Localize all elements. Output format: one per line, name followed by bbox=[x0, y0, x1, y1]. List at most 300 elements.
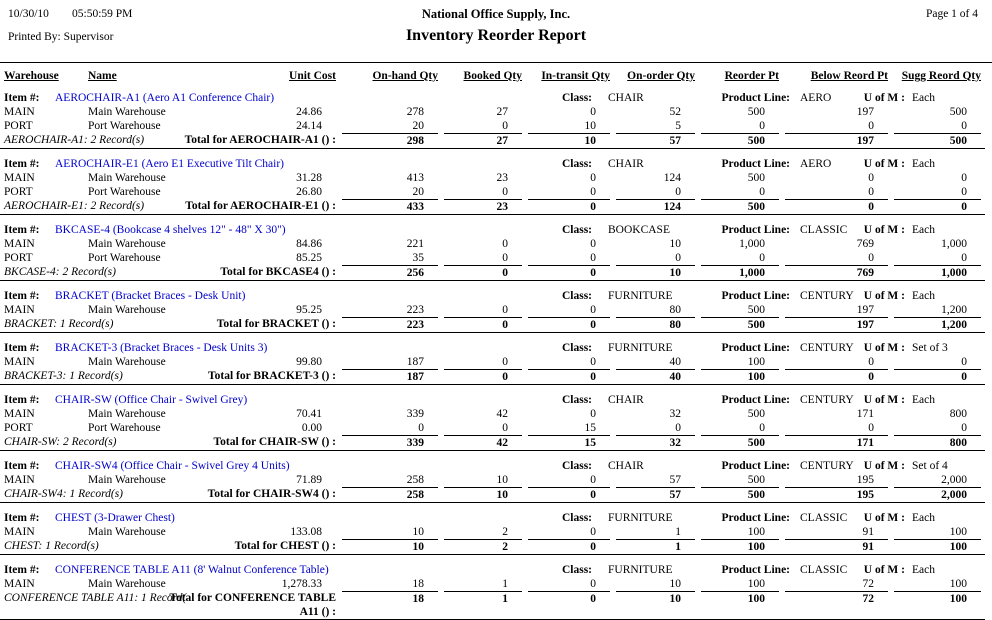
uom-label: U of M : bbox=[863, 92, 905, 104]
total-label: Total for BRACKET () : bbox=[216, 318, 336, 330]
total-sugg-reorder-qty: 500 bbox=[894, 133, 981, 148]
total-label: Total for CHAIR-SW4 () : bbox=[207, 488, 336, 500]
product-line-value: CLASSIC bbox=[800, 512, 848, 524]
on-hand-qty: 339 bbox=[406, 408, 424, 420]
total-in-transit-qty: 0 bbox=[528, 539, 610, 554]
total-booked-qty: 0 bbox=[444, 369, 522, 384]
warehouse-code: MAIN bbox=[4, 578, 35, 590]
warehouse-name: Main Warehouse bbox=[88, 106, 166, 118]
total-label: A11 () : bbox=[299, 606, 336, 618]
total-sugg-reorder-qty: 0 bbox=[894, 369, 981, 384]
booked-qty: 0 bbox=[502, 120, 508, 132]
uom-label: U of M : bbox=[863, 460, 905, 472]
on-hand-qty: 0 bbox=[418, 422, 424, 434]
warehouse-code: MAIN bbox=[4, 526, 35, 538]
warehouse-row bbox=[0, 421, 985, 435]
item-link[interactable]: BKCASE-4 (Bookcase 4 shelves 12" - 48" X 30") bbox=[55, 224, 286, 236]
total-on-hand-qty: 187 bbox=[342, 369, 438, 384]
class-value: CHAIR bbox=[608, 460, 644, 472]
below-reorder-pt: 0 bbox=[868, 422, 874, 434]
total-booked-qty: 2 bbox=[444, 539, 522, 554]
uom-label: U of M : bbox=[863, 394, 905, 406]
in-transit-qty: 0 bbox=[590, 474, 596, 486]
unit-cost: 133.08 bbox=[290, 526, 322, 538]
item-link[interactable]: BRACKET-3 (Bracket Braces - Desk Units 3) bbox=[55, 342, 268, 354]
sugg-reorder-qty: 500 bbox=[949, 106, 967, 118]
class-label: Class: bbox=[561, 342, 592, 354]
item-block bbox=[0, 282, 985, 333]
uom-label: U of M : bbox=[863, 342, 905, 354]
class-value: FURNITURE bbox=[608, 512, 673, 524]
total-row bbox=[0, 539, 985, 554]
uom-label: U of M : bbox=[863, 512, 905, 524]
total-label: Total for AEROCHAIR-A1 () : bbox=[184, 134, 336, 146]
total-label: Total for CHAIR-SW () : bbox=[213, 436, 336, 448]
report-title: Inventory Reorder Report bbox=[405, 27, 587, 44]
booked-qty: 27 bbox=[496, 106, 508, 118]
in-transit-qty: 15 bbox=[584, 422, 596, 434]
below-reorder-pt: 769 bbox=[856, 238, 874, 250]
total-below-reorder-pt: 171 bbox=[785, 435, 888, 450]
product-line-label: Product Line: bbox=[721, 394, 790, 406]
reorder-pt: 100 bbox=[747, 526, 765, 538]
total-below-reorder-pt: 91 bbox=[785, 539, 888, 554]
total-booked-qty: 0 bbox=[444, 265, 522, 280]
class-value: CHAIR bbox=[608, 394, 644, 406]
product-line-value: CLASSIC bbox=[800, 564, 848, 576]
reorder-pt: 500 bbox=[747, 172, 765, 184]
total-booked-qty: 10 bbox=[444, 487, 522, 502]
sugg-reorder-qty: 0 bbox=[961, 252, 967, 264]
warehouse-name: Main Warehouse bbox=[88, 172, 166, 184]
column-header-row bbox=[0, 69, 992, 84]
warehouse-row bbox=[0, 185, 985, 199]
record-count: BRACKET: 1 Record(s) bbox=[4, 318, 114, 330]
total-on-order-qty: 124 bbox=[616, 199, 695, 214]
on-hand-qty: 35 bbox=[412, 252, 424, 264]
reorder-pt: 0 bbox=[759, 186, 765, 198]
sugg-reorder-qty: 0 bbox=[961, 120, 967, 132]
report-body bbox=[0, 84, 992, 620]
class-label: Class: bbox=[561, 394, 592, 406]
total-sugg-reorder-qty: 2,000 bbox=[894, 487, 981, 502]
record-count: AEROCHAIR-E1: 2 Record(s) bbox=[4, 200, 145, 212]
in-transit-qty: 0 bbox=[590, 578, 596, 590]
total-below-reorder-pt: 72 bbox=[785, 591, 888, 619]
sugg-reorder-qty: 0 bbox=[961, 356, 967, 368]
below-reorder-pt: 195 bbox=[856, 474, 874, 486]
unit-cost: 0.00 bbox=[301, 422, 322, 434]
col-unit-cost: Unit Cost bbox=[289, 70, 336, 82]
below-reorder-pt: 0 bbox=[868, 120, 874, 132]
total-on-hand-qty: 258 bbox=[342, 487, 438, 502]
sugg-reorder-qty: 0 bbox=[961, 172, 967, 184]
warehouse-row bbox=[0, 525, 985, 539]
record-count: BRACKET-3: 1 Record(s) bbox=[4, 370, 123, 382]
product-line-label: Product Line: bbox=[721, 564, 790, 576]
page-number: Page 1 of 4 bbox=[925, 8, 978, 20]
col-booked-qty: Booked Qty bbox=[463, 70, 522, 82]
product-line-value: AERO bbox=[800, 158, 832, 170]
in-transit-qty: 0 bbox=[590, 526, 596, 538]
total-on-hand-qty: 256 bbox=[342, 265, 438, 280]
warehouse-name: Main Warehouse bbox=[88, 526, 166, 538]
total-reorder-pt: 100 bbox=[701, 591, 779, 619]
total-label-cell bbox=[4, 369, 336, 384]
total-label-cell bbox=[4, 591, 336, 619]
uom-label: U of M : bbox=[863, 224, 905, 236]
booked-qty: 2 bbox=[502, 526, 508, 538]
warehouse-code: MAIN bbox=[4, 408, 35, 420]
item-number-label: Item #: bbox=[4, 158, 40, 170]
total-label-cell bbox=[4, 435, 336, 450]
total-label: Total for CONFERENCE TABLE bbox=[169, 592, 336, 604]
total-in-transit-qty: 0 bbox=[528, 317, 610, 332]
class-label: Class: bbox=[561, 158, 592, 170]
print-date: 10/30/10 bbox=[8, 8, 49, 20]
product-line-label: Product Line: bbox=[721, 92, 790, 104]
total-on-order-qty: 32 bbox=[616, 435, 695, 450]
item-header-row bbox=[0, 563, 985, 577]
item-block bbox=[0, 150, 985, 215]
warehouse-code: PORT bbox=[4, 422, 33, 434]
uom-value: Set of 3 bbox=[912, 342, 948, 354]
item-header-row bbox=[0, 393, 985, 407]
in-transit-qty: 0 bbox=[590, 356, 596, 368]
col-sugg-reorder-qty: Sugg Reord Qty bbox=[901, 70, 981, 82]
on-order-qty: 0 bbox=[675, 186, 681, 198]
unit-cost: 99.80 bbox=[296, 356, 322, 368]
product-line-value: CENTURY bbox=[800, 460, 854, 472]
total-in-transit-qty: 0 bbox=[528, 199, 610, 214]
total-sugg-reorder-qty: 0 bbox=[894, 199, 981, 214]
class-value: FURNITURE bbox=[608, 564, 673, 576]
item-block bbox=[0, 504, 985, 555]
booked-qty: 10 bbox=[496, 474, 508, 486]
warehouse-code: MAIN bbox=[4, 356, 35, 368]
total-booked-qty: 42 bbox=[444, 435, 522, 450]
on-order-qty: 1 bbox=[675, 526, 681, 538]
total-sugg-reorder-qty: 1,000 bbox=[894, 265, 981, 280]
reorder-pt: 100 bbox=[747, 356, 765, 368]
warehouse-code: MAIN bbox=[4, 474, 35, 486]
sugg-reorder-qty: 1,200 bbox=[941, 304, 967, 316]
reorder-pt: 1,000 bbox=[739, 238, 765, 250]
item-number-label: Item #: bbox=[4, 460, 40, 472]
total-sugg-reorder-qty: 100 bbox=[894, 591, 981, 619]
on-order-qty: 40 bbox=[669, 356, 681, 368]
report-header bbox=[0, 0, 992, 63]
unit-cost: 85.25 bbox=[296, 252, 322, 264]
item-number-label: Item #: bbox=[4, 512, 40, 524]
on-hand-qty: 413 bbox=[406, 172, 424, 184]
record-count: CHAIR-SW4: 1 Record(s) bbox=[4, 488, 124, 500]
product-line-value: CENTURY bbox=[800, 342, 854, 354]
total-row bbox=[0, 369, 985, 384]
booked-qty: 0 bbox=[502, 238, 508, 250]
booked-qty: 0 bbox=[502, 356, 508, 368]
total-on-order-qty: 10 bbox=[616, 265, 695, 280]
class-value: FURNITURE bbox=[608, 290, 673, 302]
warehouse-code: PORT bbox=[4, 186, 33, 198]
warehouse-code: MAIN bbox=[4, 172, 35, 184]
total-in-transit-qty: 0 bbox=[528, 265, 610, 280]
item-header-row bbox=[0, 157, 985, 171]
total-booked-qty: 23 bbox=[444, 199, 522, 214]
item-block bbox=[0, 216, 985, 281]
total-on-order-qty: 1 bbox=[616, 539, 695, 554]
below-reorder-pt: 0 bbox=[868, 172, 874, 184]
class-label: Class: bbox=[561, 224, 592, 236]
item-link[interactable]: BRACKET (Bracket Braces - Desk Unit) bbox=[55, 290, 246, 302]
reorder-pt: 500 bbox=[747, 474, 765, 486]
in-transit-qty: 0 bbox=[590, 408, 596, 420]
sugg-reorder-qty: 2,000 bbox=[941, 474, 967, 486]
class-value: CHAIR bbox=[608, 92, 644, 104]
total-reorder-pt: 100 bbox=[701, 539, 779, 554]
on-hand-qty: 278 bbox=[406, 106, 424, 118]
unit-cost: 24.14 bbox=[296, 120, 322, 132]
item-link[interactable]: CHEST (3-Drawer Chest) bbox=[55, 512, 175, 524]
product-line-value: CENTURY bbox=[800, 394, 854, 406]
warehouse-code: MAIN bbox=[4, 106, 35, 118]
total-row bbox=[0, 133, 985, 148]
total-reorder-pt: 100 bbox=[701, 369, 779, 384]
in-transit-qty: 0 bbox=[590, 172, 596, 184]
total-sugg-reorder-qty: 1,200 bbox=[894, 317, 981, 332]
col-name: Name bbox=[88, 70, 117, 82]
product-line-value: CLASSIC bbox=[800, 224, 848, 236]
item-block bbox=[0, 452, 985, 503]
product-line-label: Product Line: bbox=[721, 224, 790, 236]
below-reorder-pt: 171 bbox=[856, 408, 874, 420]
warehouse-row bbox=[0, 237, 985, 251]
total-below-reorder-pt: 769 bbox=[785, 265, 888, 280]
class-label: Class: bbox=[561, 460, 592, 472]
reorder-pt: 500 bbox=[747, 304, 765, 316]
below-reorder-pt: 0 bbox=[868, 186, 874, 198]
product-line-value: CENTURY bbox=[800, 290, 854, 302]
warehouse-code: MAIN bbox=[4, 304, 35, 316]
in-transit-qty: 0 bbox=[590, 186, 596, 198]
warehouse-row bbox=[0, 119, 985, 133]
total-on-order-qty: 80 bbox=[616, 317, 695, 332]
product-line-label: Product Line: bbox=[721, 158, 790, 170]
record-count: AEROCHAIR-A1: 2 Record(s) bbox=[4, 134, 145, 146]
booked-qty: 0 bbox=[502, 422, 508, 434]
record-count: CHEST: 1 Record(s) bbox=[4, 540, 99, 552]
total-row bbox=[0, 591, 985, 619]
warehouse-row bbox=[0, 577, 985, 591]
unit-cost: 24.86 bbox=[296, 106, 322, 118]
product-line-label: Product Line: bbox=[721, 342, 790, 354]
warehouse-row bbox=[0, 303, 985, 317]
total-in-transit-qty: 10 bbox=[528, 133, 610, 148]
item-link[interactable]: AEROCHAIR-E1 (Aero E1 Executive Tilt Chair) bbox=[55, 158, 285, 170]
warehouse-code: MAIN bbox=[4, 238, 35, 250]
total-label-cell bbox=[4, 539, 336, 554]
in-transit-qty: 10 bbox=[584, 120, 596, 132]
warehouse-code: PORT bbox=[4, 120, 33, 132]
total-on-hand-qty: 10 bbox=[342, 539, 438, 554]
warehouse-name: Main Warehouse bbox=[88, 408, 166, 420]
on-hand-qty: 20 bbox=[412, 186, 424, 198]
total-reorder-pt: 500 bbox=[701, 199, 779, 214]
sugg-reorder-qty: 800 bbox=[949, 408, 967, 420]
total-on-order-qty: 57 bbox=[616, 487, 695, 502]
class-value: FURNITURE bbox=[608, 342, 673, 354]
booked-qty: 0 bbox=[502, 186, 508, 198]
uom-value: Set of 4 bbox=[912, 460, 948, 472]
total-row bbox=[0, 199, 985, 214]
uom-value: Each bbox=[912, 394, 935, 406]
item-number-label: Item #: bbox=[4, 342, 40, 354]
item-link[interactable]: CHAIR-SW4 (Office Chair - Swivel Grey 4 Units) bbox=[55, 460, 290, 472]
uom-label: U of M : bbox=[863, 290, 905, 302]
total-label-cell bbox=[4, 133, 336, 148]
on-hand-qty: 223 bbox=[406, 304, 424, 316]
reorder-pt: 0 bbox=[759, 120, 765, 132]
warehouse-row bbox=[0, 355, 985, 369]
total-below-reorder-pt: 0 bbox=[785, 369, 888, 384]
item-header-row bbox=[0, 289, 985, 303]
in-transit-qty: 0 bbox=[590, 304, 596, 316]
reorder-pt: 500 bbox=[747, 106, 765, 118]
warehouse-name: Main Warehouse bbox=[88, 474, 166, 486]
warehouse-row bbox=[0, 171, 985, 185]
booked-qty: 1 bbox=[502, 578, 508, 590]
below-reorder-pt: 197 bbox=[856, 304, 874, 316]
unit-cost: 26.80 bbox=[296, 186, 322, 198]
warehouse-name: Port Warehouse bbox=[88, 252, 161, 264]
total-reorder-pt: 500 bbox=[701, 317, 779, 332]
uom-value: Each bbox=[912, 92, 935, 104]
total-label: Total for CHEST () : bbox=[234, 540, 336, 552]
warehouse-row bbox=[0, 105, 985, 119]
item-block bbox=[0, 84, 985, 149]
total-sugg-reorder-qty: 100 bbox=[894, 539, 981, 554]
uom-value: Each bbox=[912, 564, 935, 576]
uom-value: Each bbox=[912, 512, 935, 524]
on-order-qty: 124 bbox=[663, 172, 681, 184]
total-label-cell bbox=[4, 487, 336, 502]
on-order-qty: 52 bbox=[669, 106, 681, 118]
total-reorder-pt: 500 bbox=[701, 487, 779, 502]
total-on-hand-qty: 298 bbox=[342, 133, 438, 148]
warehouse-row bbox=[0, 473, 985, 487]
in-transit-qty: 0 bbox=[590, 106, 596, 118]
record-count: BKCASE-4: 2 Record(s) bbox=[4, 266, 116, 278]
below-reorder-pt: 0 bbox=[868, 252, 874, 264]
col-on-hand-qty: On-hand Qty bbox=[372, 70, 438, 82]
total-row bbox=[0, 487, 985, 502]
total-below-reorder-pt: 197 bbox=[785, 133, 888, 148]
total-row bbox=[0, 265, 985, 280]
class-label: Class: bbox=[561, 512, 592, 524]
total-reorder-pt: 500 bbox=[701, 435, 779, 450]
on-hand-qty: 20 bbox=[412, 120, 424, 132]
total-in-transit-qty: 0 bbox=[528, 369, 610, 384]
below-reorder-pt: 91 bbox=[862, 526, 874, 538]
product-line-value: AERO bbox=[800, 92, 832, 104]
class-value: CHAIR bbox=[608, 158, 644, 170]
warehouse-row bbox=[0, 407, 985, 421]
booked-qty: 0 bbox=[502, 252, 508, 264]
total-on-order-qty: 57 bbox=[616, 133, 695, 148]
total-in-transit-qty: 15 bbox=[528, 435, 610, 450]
total-below-reorder-pt: 197 bbox=[785, 317, 888, 332]
on-order-qty: 5 bbox=[675, 120, 681, 132]
reorder-pt: 0 bbox=[759, 252, 765, 264]
reorder-pt: 100 bbox=[747, 578, 765, 590]
item-block bbox=[0, 386, 985, 451]
sugg-reorder-qty: 100 bbox=[949, 526, 967, 538]
unit-cost: 70.41 bbox=[296, 408, 322, 420]
total-label-cell bbox=[4, 265, 336, 280]
unit-cost: 31.28 bbox=[296, 172, 322, 184]
item-number-label: Item #: bbox=[4, 290, 40, 302]
warehouse-name: Port Warehouse bbox=[88, 422, 161, 434]
booked-qty: 0 bbox=[502, 304, 508, 316]
total-below-reorder-pt: 195 bbox=[785, 487, 888, 502]
sugg-reorder-qty: 0 bbox=[961, 186, 967, 198]
item-number-label: Item #: bbox=[4, 394, 40, 406]
sugg-reorder-qty: 100 bbox=[949, 578, 967, 590]
total-sugg-reorder-qty: 800 bbox=[894, 435, 981, 450]
warehouse-name: Main Warehouse bbox=[88, 238, 166, 250]
item-header-row bbox=[0, 511, 985, 525]
item-link[interactable]: AEROCHAIR-A1 (Aero A1 Conference Chair) bbox=[55, 92, 275, 104]
total-in-transit-qty: 0 bbox=[528, 591, 610, 619]
product-line-label: Product Line: bbox=[721, 512, 790, 524]
item-header-row bbox=[0, 91, 985, 105]
print-time: 05:50:59 PM bbox=[72, 8, 133, 20]
below-reorder-pt: 197 bbox=[856, 106, 874, 118]
product-line-label: Product Line: bbox=[721, 460, 790, 472]
item-link[interactable]: CHAIR-SW (Office Chair - Swivel Grey) bbox=[55, 394, 248, 406]
total-reorder-pt: 500 bbox=[701, 133, 779, 148]
total-on-hand-qty: 223 bbox=[342, 317, 438, 332]
unit-cost: 1,278.33 bbox=[281, 578, 322, 590]
warehouse-row bbox=[0, 251, 985, 265]
on-order-qty: 10 bbox=[669, 238, 681, 250]
total-in-transit-qty: 0 bbox=[528, 487, 610, 502]
on-order-qty: 80 bbox=[669, 304, 681, 316]
uom-label: U of M : bbox=[863, 158, 905, 170]
total-booked-qty: 0 bbox=[444, 317, 522, 332]
product-line-label: Product Line: bbox=[721, 290, 790, 302]
item-header-row bbox=[0, 341, 985, 355]
in-transit-qty: 0 bbox=[590, 238, 596, 250]
warehouse-name: Port Warehouse bbox=[88, 120, 161, 132]
on-hand-qty: 10 bbox=[412, 526, 424, 538]
on-order-qty: 57 bbox=[669, 474, 681, 486]
warehouse-name: Main Warehouse bbox=[88, 356, 166, 368]
item-header-row bbox=[0, 459, 985, 473]
total-on-hand-qty: 18 bbox=[342, 591, 438, 619]
company-name: National Office Supply, Inc. bbox=[421, 7, 571, 21]
total-on-hand-qty: 339 bbox=[342, 435, 438, 450]
item-link[interactable]: CONFERENCE TABLE A11 (8' Walnut Conference Table) bbox=[55, 564, 329, 576]
class-label: Class: bbox=[561, 92, 592, 104]
col-on-order-qty: On-order Qty bbox=[627, 70, 695, 82]
item-block bbox=[0, 556, 985, 620]
item-number-label: Item #: bbox=[4, 564, 40, 576]
booked-qty: 23 bbox=[496, 172, 508, 184]
reorder-pt: 0 bbox=[759, 422, 765, 434]
below-reorder-pt: 0 bbox=[868, 356, 874, 368]
col-below-reorder-pt: Below Reord Pt bbox=[810, 70, 888, 82]
